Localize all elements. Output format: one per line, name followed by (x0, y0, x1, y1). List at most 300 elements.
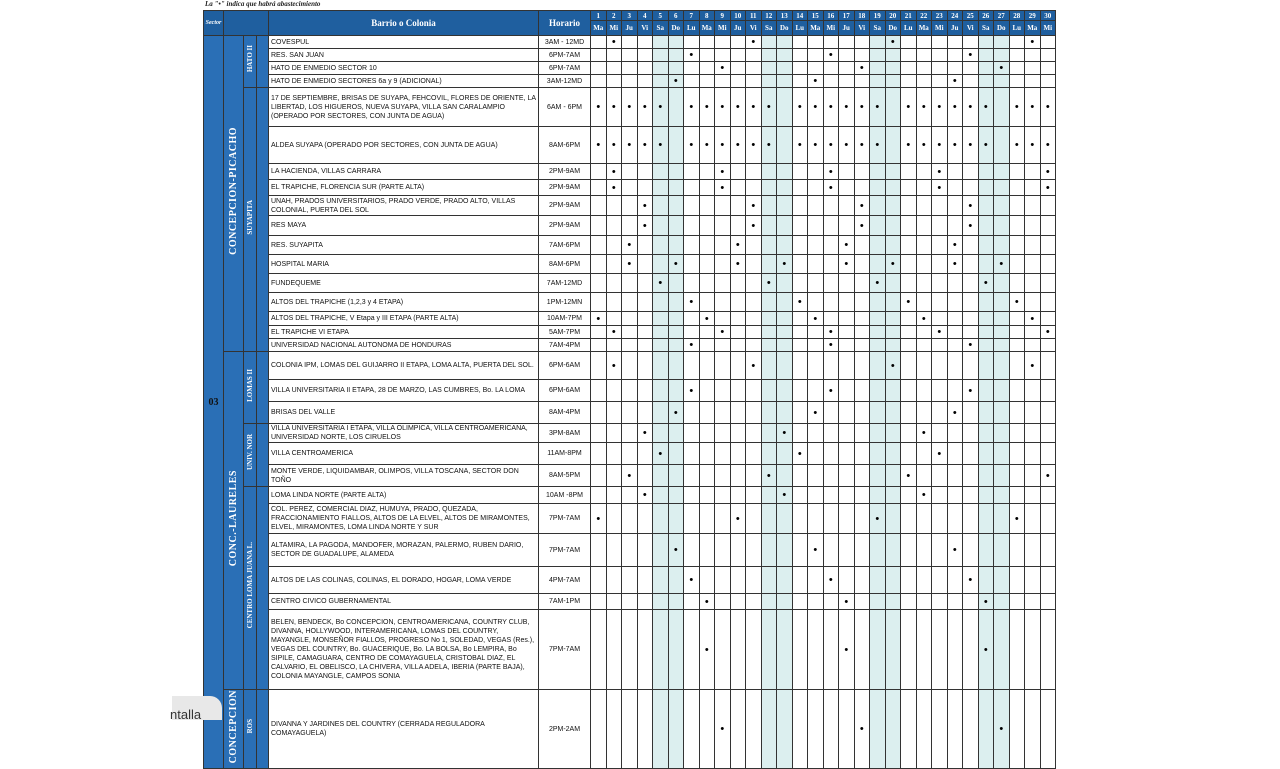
supply-dot: • (715, 88, 731, 127)
supply-dot: • (885, 352, 901, 380)
day-cell (606, 216, 622, 236)
day-cell (978, 255, 994, 274)
day-cell (668, 380, 684, 402)
day-cell (746, 49, 762, 62)
day-cell (885, 380, 901, 402)
day-cell (715, 594, 731, 610)
day-cell (901, 312, 917, 326)
day-cell (854, 326, 870, 339)
day-cell (653, 62, 669, 75)
day-cell (823, 534, 839, 567)
day-cell (932, 465, 948, 487)
day-cell (637, 274, 653, 293)
day-cell (591, 36, 607, 49)
day-cell (963, 312, 979, 326)
day-cell (668, 127, 684, 164)
day-cell (808, 49, 824, 62)
day-cell (994, 36, 1010, 49)
horario-value: 7AM-12MD (539, 274, 591, 293)
day-cell (994, 339, 1010, 352)
day-cell (823, 594, 839, 610)
day-cell (916, 567, 932, 594)
day-cell (761, 352, 777, 380)
day-cell (978, 75, 994, 88)
day-cell (591, 567, 607, 594)
horario-value: 7AM-4PM (539, 339, 591, 352)
zone-label (224, 36, 244, 352)
day-cell (823, 293, 839, 312)
day-cell (792, 326, 808, 339)
supply-dot: • (792, 443, 808, 465)
day-cell (684, 180, 700, 196)
day-cell (901, 380, 917, 402)
day-cell (668, 594, 684, 610)
day-cell (684, 402, 700, 424)
horario-value: 2PM-2AM (539, 690, 591, 769)
day-cell (699, 465, 715, 487)
day-cell (777, 62, 793, 75)
day-cell (808, 293, 824, 312)
day-cell (606, 690, 622, 769)
day-abbr-11: Vi (746, 21, 762, 36)
supply-dot: • (839, 127, 855, 164)
day-cell (606, 594, 622, 610)
day-cell (1040, 424, 1056, 443)
day-cell (606, 534, 622, 567)
supply-dot: • (916, 127, 932, 164)
day-cell (668, 274, 684, 293)
day-cell (994, 443, 1010, 465)
day-cell (1009, 36, 1025, 49)
day-cell (761, 504, 777, 534)
horario-value: 7AM-6PM (539, 236, 591, 255)
day-cell (699, 180, 715, 196)
day-cell (885, 534, 901, 567)
day-cell (777, 610, 793, 690)
day-cell (1040, 274, 1056, 293)
supply-dot: • (823, 380, 839, 402)
supply-dot: • (1009, 293, 1025, 312)
day-cell (730, 424, 746, 443)
supply-dot: • (932, 127, 948, 164)
day-cell (901, 339, 917, 352)
supply-dot: • (715, 326, 731, 339)
supply-dot: • (932, 164, 948, 180)
day-cell (885, 326, 901, 339)
day-cell (870, 164, 886, 180)
day-cell (963, 180, 979, 196)
day-cell (777, 88, 793, 127)
barrio-name: EL TRAPICHE, FLORENCIA SUR (PARTE ALTA) (269, 180, 539, 196)
day-cell (994, 274, 1010, 293)
day-abbr-22: Ma (916, 21, 932, 36)
table-row (204, 312, 1056, 326)
supply-dot: • (932, 326, 948, 339)
day-cell (699, 487, 715, 504)
barrio-name: HATO DE ENMEDIO SECTORES 6a y 9 (ADICIONAL) (269, 75, 539, 88)
day-cell (746, 326, 762, 339)
day-cell (901, 567, 917, 594)
day-abbr-4: Vi (637, 21, 653, 36)
day-cell (622, 352, 638, 380)
day-cell (885, 487, 901, 504)
day-cell (792, 255, 808, 274)
day-cell (1009, 312, 1025, 326)
horario-value: 3PM-8AM (539, 424, 591, 443)
supply-dot: • (1040, 164, 1056, 180)
supply-dot: • (1009, 127, 1025, 164)
day-cell (591, 49, 607, 62)
day-cell (637, 180, 653, 196)
day-cell (606, 293, 622, 312)
day-cell (1025, 487, 1041, 504)
day-cell (1009, 487, 1025, 504)
day-cell (699, 504, 715, 534)
day-cell (622, 504, 638, 534)
day-cell (684, 216, 700, 236)
barrio-name: LA HACIENDA, VILLAS CARRARA (269, 164, 539, 180)
day-cell (978, 216, 994, 236)
day-cell (792, 75, 808, 88)
day-number-17: 17 (839, 11, 855, 21)
day-cell (684, 690, 700, 769)
subzone-gap (257, 88, 269, 352)
barrio-name: 17 DE SEPTIEMBRE, BRISAS DE SUYAPA, FEHCOVIL, FLORES DE ORIENTE, LA LIBERTAD, LOS HIGUEROS, NUEVA SUYAPA, VILLA SAN CARALAMPIO (OPERADO POR SECTORES, CON JUNTA DE AGUA) (269, 88, 539, 127)
day-cell (916, 534, 932, 567)
day-cell (1025, 567, 1041, 594)
barrio-name: VILLA UNIVERSITARIA II ETAPA, 28 DE MARZO, LAS CUMBRES, Bo. LA LOMA (269, 380, 539, 402)
day-cell (684, 534, 700, 567)
day-cell (761, 49, 777, 62)
day-cell (932, 216, 948, 236)
day-cell (963, 293, 979, 312)
day-cell (653, 339, 669, 352)
day-abbr-30: Mi (1040, 21, 1056, 36)
day-cell (1009, 255, 1025, 274)
supply-dot: • (839, 88, 855, 127)
day-cell (885, 127, 901, 164)
day-abbr-9: Mi (715, 21, 731, 36)
day-cell (947, 196, 963, 216)
day-cell (668, 443, 684, 465)
supply-dot: • (823, 180, 839, 196)
supply-dot: • (591, 88, 607, 127)
day-cell (715, 402, 731, 424)
day-abbr-23: Mi (932, 21, 948, 36)
day-cell (761, 326, 777, 339)
day-cell (622, 49, 638, 62)
day-cell (885, 216, 901, 236)
day-cell (668, 352, 684, 380)
supply-dot: • (839, 594, 855, 610)
day-cell (653, 504, 669, 534)
day-cell (622, 326, 638, 339)
day-cell (730, 216, 746, 236)
supply-dot: • (1040, 465, 1056, 487)
day-cell (699, 443, 715, 465)
day-cell (606, 75, 622, 88)
day-cell (870, 255, 886, 274)
day-cell (684, 610, 700, 690)
barrio-name: RES. SAN JUAN (269, 49, 539, 62)
day-abbr-10: Ju (730, 21, 746, 36)
day-cell (978, 487, 994, 504)
day-cell (901, 164, 917, 180)
day-cell (963, 402, 979, 424)
day-cell (932, 594, 948, 610)
day-cell (684, 443, 700, 465)
supply-dot: • (808, 75, 824, 88)
day-cell (668, 49, 684, 62)
day-cell (1040, 690, 1056, 769)
barrio-name: BRISAS DEL VALLE (269, 402, 539, 424)
supply-dot: • (839, 610, 855, 690)
day-cell (808, 380, 824, 402)
table-row (204, 196, 1056, 216)
horario-value: 8AM-6PM (539, 127, 591, 164)
day-cell (1040, 594, 1056, 610)
supply-dot: • (854, 62, 870, 75)
supply-dot: • (730, 236, 746, 255)
supply-dot: • (808, 312, 824, 326)
subzone-label-text: ROS (246, 719, 254, 734)
day-cell (792, 380, 808, 402)
day-cell (761, 443, 777, 465)
day-cell (901, 402, 917, 424)
day-cell (870, 610, 886, 690)
day-cell (622, 402, 638, 424)
day-cell (994, 402, 1010, 424)
day-cell (777, 443, 793, 465)
day-cell (947, 594, 963, 610)
day-cell (637, 465, 653, 487)
day-cell (885, 567, 901, 594)
supply-dot: • (730, 88, 746, 127)
supply-dot: • (777, 255, 793, 274)
day-cell (978, 534, 994, 567)
day-cell (1009, 380, 1025, 402)
day-cell (715, 339, 731, 352)
day-cell (963, 274, 979, 293)
day-cell (885, 196, 901, 216)
day-cell (699, 339, 715, 352)
supply-dot: • (916, 487, 932, 504)
day-cell (1025, 690, 1041, 769)
supply-dot: • (746, 216, 762, 236)
horario-value: 3AM - 12MD (539, 36, 591, 49)
day-cell (932, 402, 948, 424)
day-number-9: 9 (715, 11, 731, 21)
supply-dot: • (994, 62, 1010, 75)
day-cell (901, 236, 917, 255)
day-cell (839, 312, 855, 326)
day-cell (653, 402, 669, 424)
day-cell (606, 402, 622, 424)
day-cell (870, 62, 886, 75)
day-cell (1040, 352, 1056, 380)
day-cell (854, 504, 870, 534)
day-cell (854, 49, 870, 62)
day-cell (746, 402, 762, 424)
day-cell (885, 312, 901, 326)
day-cell (823, 62, 839, 75)
supply-dot: • (854, 690, 870, 769)
day-cell (916, 465, 932, 487)
day-cell (622, 180, 638, 196)
day-cell (653, 610, 669, 690)
day-cell (808, 216, 824, 236)
day-number-14: 14 (792, 11, 808, 21)
day-cell (606, 424, 622, 443)
day-cell (606, 255, 622, 274)
day-cell (591, 216, 607, 236)
day-cell (591, 75, 607, 88)
day-cell (854, 164, 870, 180)
day-cell (622, 534, 638, 567)
day-cell (684, 75, 700, 88)
day-cell (854, 594, 870, 610)
day-cell (777, 504, 793, 534)
day-cell (932, 274, 948, 293)
day-cell (1025, 443, 1041, 465)
day-cell (978, 164, 994, 180)
day-cell (668, 339, 684, 352)
supply-dot: • (730, 127, 746, 164)
day-cell (885, 610, 901, 690)
day-cell (916, 326, 932, 339)
day-cell (591, 255, 607, 274)
horario-value: 6PM-6AM (539, 352, 591, 380)
day-cell (916, 594, 932, 610)
supply-dot: • (823, 88, 839, 127)
day-cell (730, 196, 746, 216)
day-cell (947, 465, 963, 487)
day-cell (653, 424, 669, 443)
barrio-name: MONTE VERDE, LIQUIDAMBAR, OLIMPOS, VILLA TOSCANA, SECTOR DON TOÑO (269, 465, 539, 487)
day-cell (668, 567, 684, 594)
day-cell (792, 312, 808, 326)
day-cell (808, 36, 824, 49)
supply-dot: • (963, 127, 979, 164)
barrio-name: ALTAMIRA, LA PAGODA, MANDOFER, MORAZAN, PALERMO, RUBEN DARIO, SECTOR DE GUADALUPE, ALAMEDA (269, 534, 539, 567)
day-cell (1025, 402, 1041, 424)
day-abbr-20: Do (885, 21, 901, 36)
day-cell (777, 36, 793, 49)
supply-dot: • (792, 293, 808, 312)
day-cell (994, 326, 1010, 339)
table-row (204, 424, 1056, 443)
day-cell (606, 312, 622, 326)
day-cell (963, 255, 979, 274)
day-cell (715, 236, 731, 255)
day-cell (823, 36, 839, 49)
day-cell (622, 567, 638, 594)
day-cell (932, 690, 948, 769)
day-cell (932, 339, 948, 352)
horario-value: 2PM-9AM (539, 180, 591, 196)
day-cell (885, 236, 901, 255)
day-cell (746, 610, 762, 690)
day-cell (885, 164, 901, 180)
day-number-12: 12 (761, 11, 777, 21)
day-cell (591, 62, 607, 75)
supply-dot: • (715, 164, 731, 180)
day-cell (637, 75, 653, 88)
day-cell (792, 610, 808, 690)
supply-dot: • (963, 380, 979, 402)
day-cell (839, 216, 855, 236)
day-cell (792, 487, 808, 504)
supply-dot: • (1040, 180, 1056, 196)
day-cell (591, 274, 607, 293)
day-cell (730, 352, 746, 380)
day-cell (668, 690, 684, 769)
day-cell (994, 352, 1010, 380)
day-cell (963, 610, 979, 690)
supply-dot: • (606, 88, 622, 127)
day-cell (777, 49, 793, 62)
day-cell (761, 690, 777, 769)
day-cell (854, 380, 870, 402)
day-cell (1040, 402, 1056, 424)
day-cell (839, 75, 855, 88)
day-cell (916, 274, 932, 293)
day-cell (606, 274, 622, 293)
day-cell (1009, 216, 1025, 236)
supply-dot: • (1040, 326, 1056, 339)
day-cell (978, 62, 994, 75)
supply-dot: • (839, 255, 855, 274)
day-cell (653, 236, 669, 255)
day-cell (947, 49, 963, 62)
day-cell (622, 339, 638, 352)
supply-dot: • (606, 127, 622, 164)
day-cell (901, 75, 917, 88)
supply-dot: • (1025, 352, 1041, 380)
supply-dot: • (823, 127, 839, 164)
day-cell (808, 196, 824, 216)
day-cell (699, 567, 715, 594)
supply-dot: • (668, 255, 684, 274)
day-cell (622, 216, 638, 236)
day-cell (932, 380, 948, 402)
supply-dot: • (637, 127, 653, 164)
day-cell (746, 594, 762, 610)
day-cell (994, 196, 1010, 216)
supply-dot: • (870, 504, 886, 534)
day-cell (591, 326, 607, 339)
day-cell (1025, 216, 1041, 236)
table-row (204, 88, 1056, 127)
day-cell (994, 180, 1010, 196)
supply-dot: • (606, 36, 622, 49)
supply-dot: • (978, 594, 994, 610)
zone-label (224, 352, 244, 690)
table-row (204, 36, 1056, 49)
day-cell (978, 402, 994, 424)
supply-dot: • (947, 534, 963, 567)
day-cell (854, 75, 870, 88)
day-cell (947, 352, 963, 380)
barrio-name: RES MAYA (269, 216, 539, 236)
day-cell (699, 380, 715, 402)
day-cell (963, 164, 979, 180)
day-cell (978, 443, 994, 465)
day-cell (870, 36, 886, 49)
day-cell (668, 180, 684, 196)
day-cell (761, 236, 777, 255)
day-cell (823, 255, 839, 274)
